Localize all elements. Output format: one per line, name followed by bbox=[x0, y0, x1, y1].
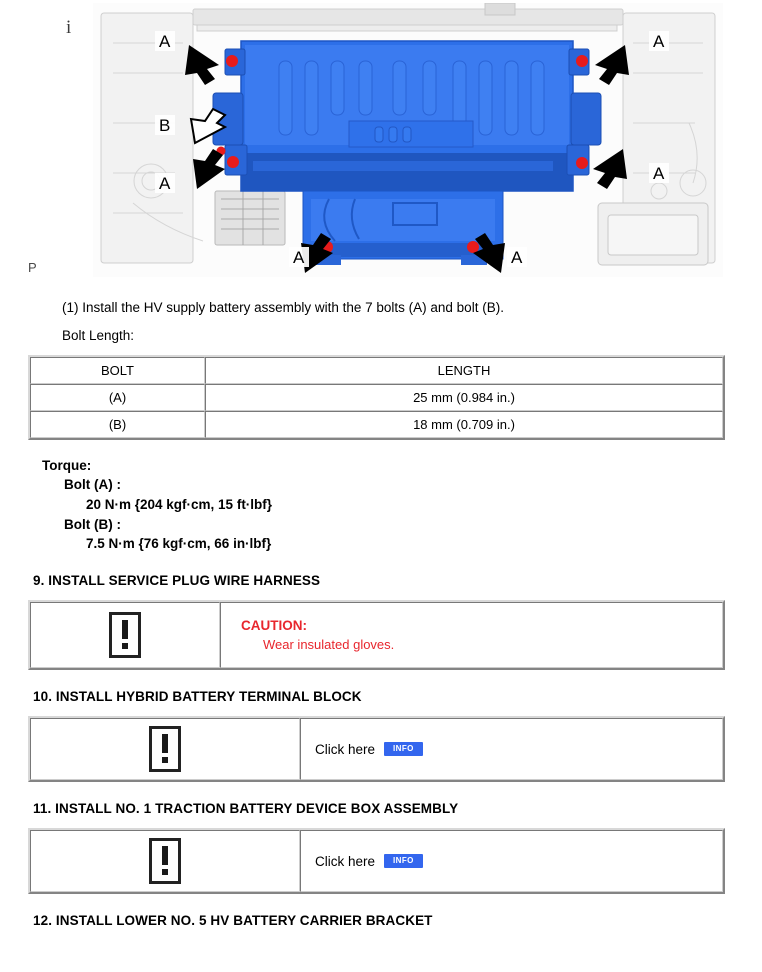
section-heading-11: 11. INSTALL NO. 1 TRACTION BATTERY DEVICE BOX ASSEMBLY bbox=[33, 801, 459, 817]
header-length: LENGTH bbox=[205, 357, 723, 384]
caution-icon-cell bbox=[30, 602, 220, 668]
info-box-10 bbox=[28, 716, 725, 782]
underbody-diagram bbox=[93, 3, 723, 277]
install-step-text: (1) Install the HV supply battery assembly with the 7 bolts (A) and bolt (B). bbox=[62, 300, 504, 315]
caution-title: CAUTION: bbox=[241, 618, 307, 634]
svg-text:A: A bbox=[511, 248, 523, 267]
bolt-length-label: Bolt Length: bbox=[62, 327, 135, 343]
caution-row bbox=[30, 602, 723, 668]
torque-value-b: 7.5 N·m {76 kgf·cm, 66 in·lbf} bbox=[86, 536, 272, 552]
svg-text:A: A bbox=[653, 164, 665, 183]
figure-marker-top: i bbox=[66, 17, 72, 38]
info-box-11 bbox=[28, 828, 725, 894]
table-row bbox=[30, 411, 723, 438]
click-here-label-11: Click here bbox=[315, 853, 376, 869]
section-heading-10: 10. INSTALL HYBRID BATTERY TERMINAL BLOCK bbox=[33, 689, 362, 705]
info-icon-cell-11 bbox=[30, 830, 300, 892]
table-row bbox=[30, 384, 723, 411]
info-text-cell-10 bbox=[300, 718, 723, 780]
warning-exclamation-icon bbox=[109, 612, 141, 658]
info-badge-10[interactable]: INFO bbox=[384, 742, 423, 756]
warning-exclamation-icon bbox=[149, 838, 181, 884]
header-bolt: BOLT bbox=[30, 357, 205, 384]
torque-label-b: Bolt (B) : bbox=[64, 516, 121, 532]
cell-length-b: 18 mm (0.709 in.) bbox=[205, 411, 723, 438]
info-badge-11[interactable]: INFO bbox=[384, 854, 423, 868]
info-text-cell-11 bbox=[300, 830, 723, 892]
section-heading-12: 12. INSTALL LOWER NO. 5 HV BATTERY CARRIER BRACKET bbox=[33, 913, 433, 929]
svg-text:A: A bbox=[293, 248, 305, 267]
info-row bbox=[30, 718, 723, 780]
table-header-row bbox=[30, 357, 723, 384]
caution-box bbox=[28, 600, 725, 670]
cell-bolt-b: (B) bbox=[30, 411, 205, 438]
svg-text:B: B bbox=[159, 116, 171, 135]
bolt-length-table bbox=[28, 355, 725, 440]
cell-bolt-a: (A) bbox=[30, 384, 205, 411]
figure-marker-bottom: P bbox=[28, 260, 37, 275]
caution-text-cell bbox=[220, 602, 723, 668]
svg-text:A: A bbox=[159, 174, 171, 193]
svg-text:A: A bbox=[653, 32, 665, 51]
info-icon-cell-10 bbox=[30, 718, 300, 780]
torque-specification bbox=[42, 456, 762, 555]
torque-value-a: 20 N·m {204 kgf·cm, 15 ft·lbf} bbox=[86, 496, 273, 512]
torque-label-a: Bolt (A) : bbox=[64, 477, 121, 493]
svg-text:A: A bbox=[159, 32, 171, 51]
cell-length-a: 25 mm (0.984 in.) bbox=[205, 384, 723, 411]
section-heading-9: 9. INSTALL SERVICE PLUG WIRE HARNESS bbox=[33, 573, 321, 589]
warning-exclamation-icon bbox=[149, 726, 181, 772]
click-here-label-10: Click here bbox=[315, 741, 376, 757]
caution-body: Wear insulated gloves. bbox=[263, 637, 395, 653]
torque-title: Torque: bbox=[42, 457, 92, 473]
figure-illustration bbox=[0, 0, 762, 283]
info-row bbox=[30, 830, 723, 892]
